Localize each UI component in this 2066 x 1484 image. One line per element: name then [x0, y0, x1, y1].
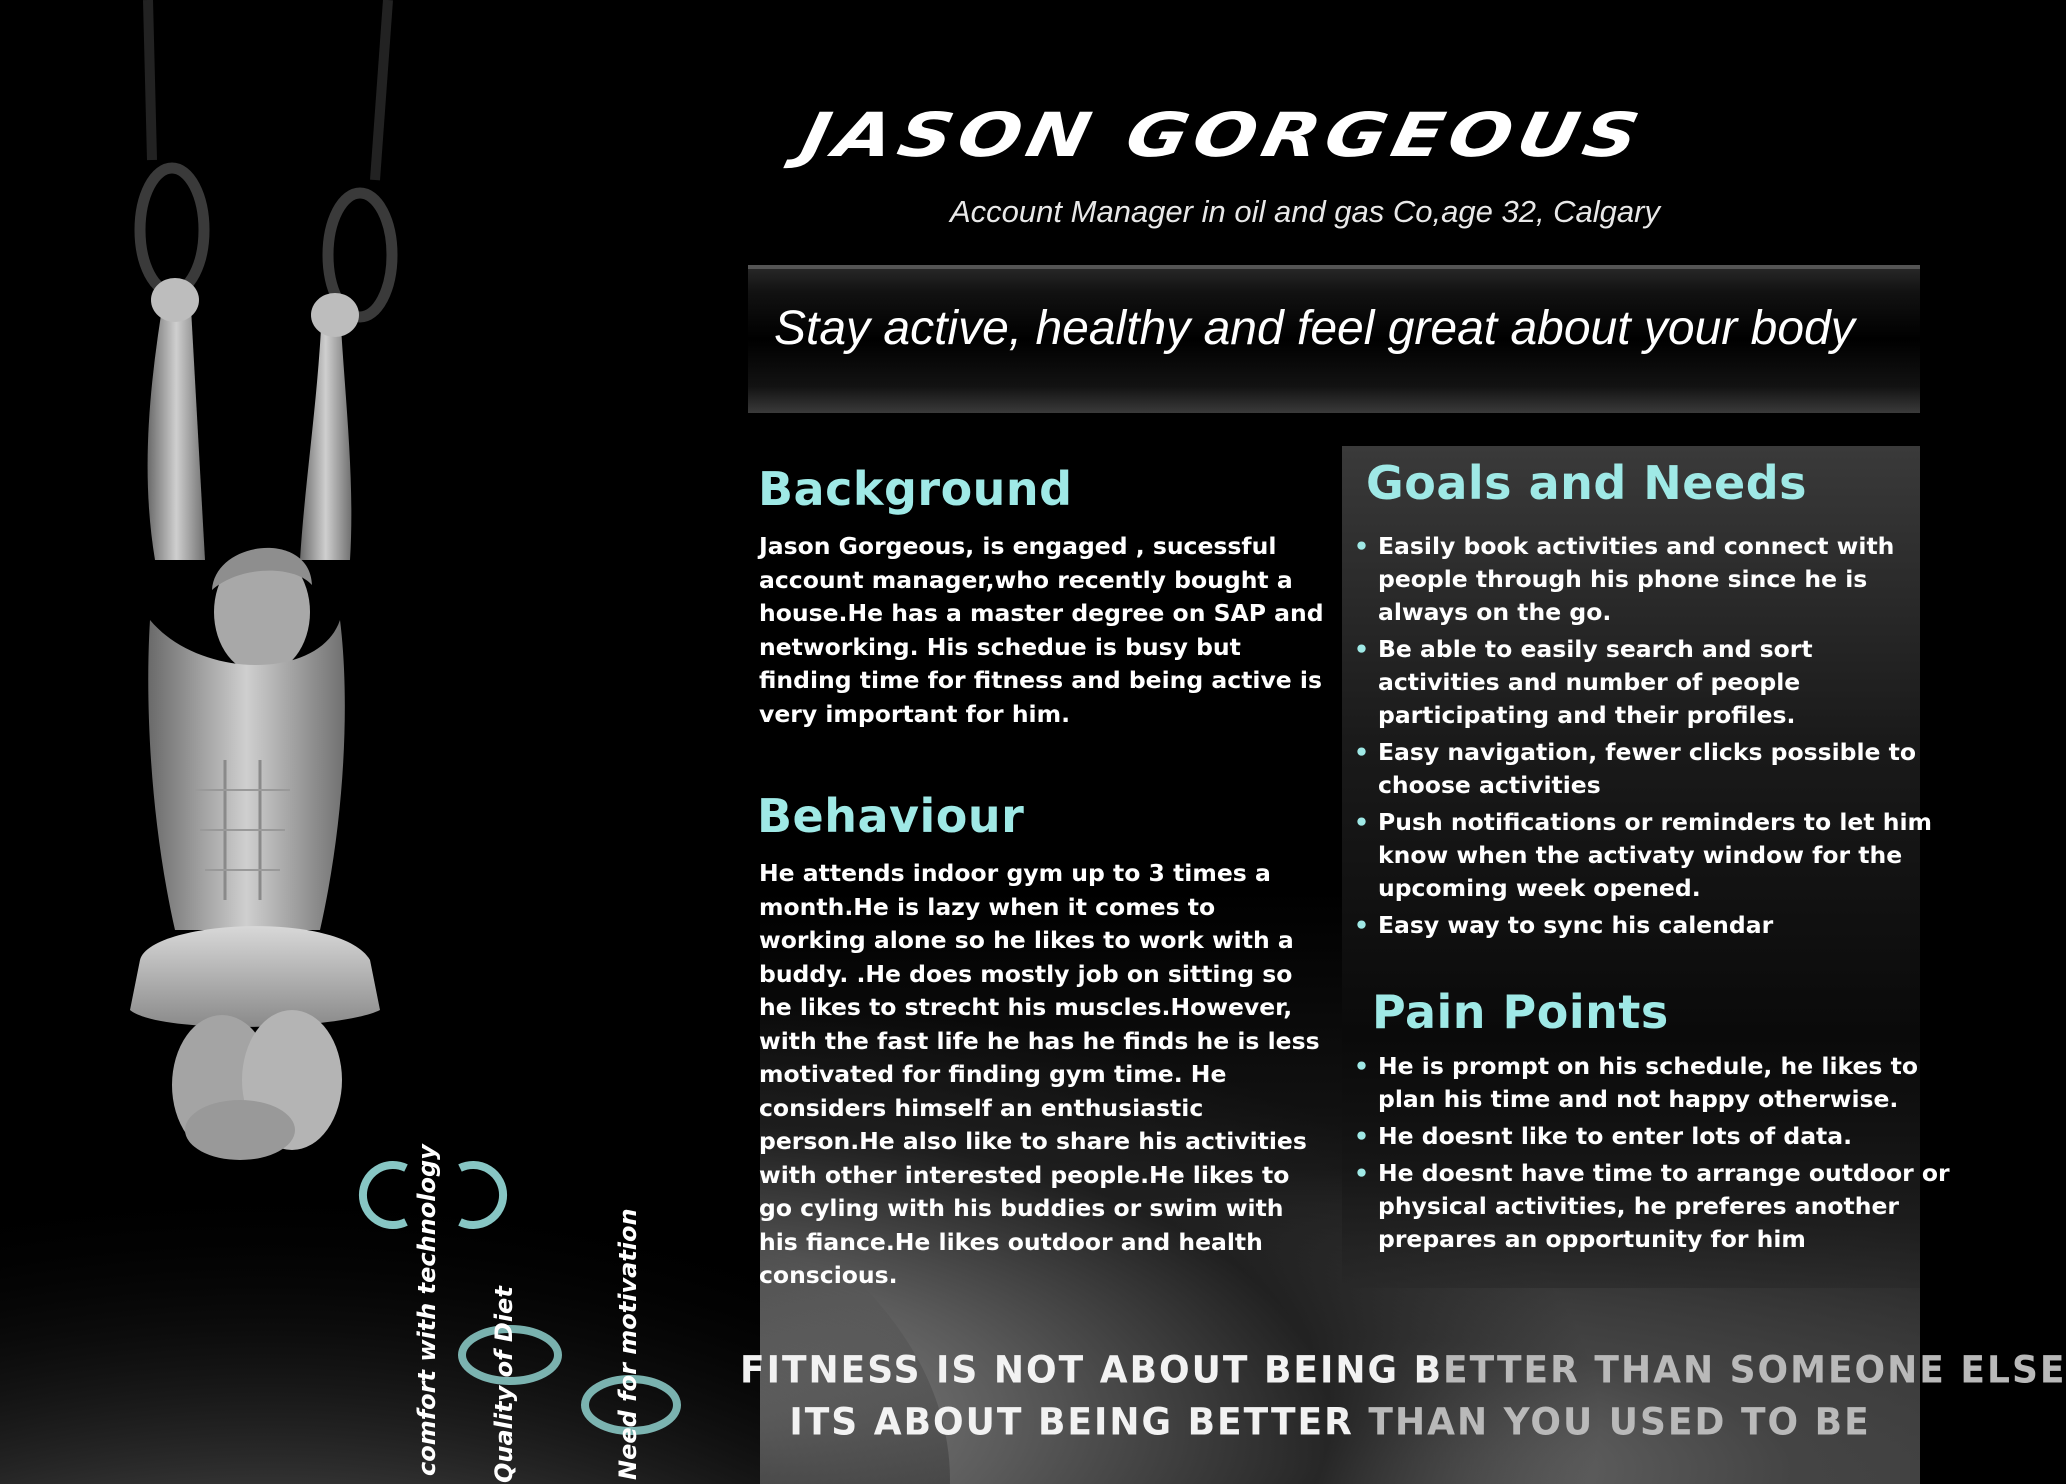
goal-line: people through his phone since he is: [1378, 565, 1868, 593]
goal-line: always on the go.: [1378, 598, 1612, 626]
pain-point-item: [1354, 1120, 1950, 1153]
behaviour-line: with the fast life he has he finds he is less: [759, 1026, 1320, 1055]
behaviour-line: considers himself an enthusiastic: [759, 1093, 1204, 1122]
behaviour-text: [759, 857, 1320, 1293]
pain-point-line: prepares an opportunity for him: [1378, 1225, 1806, 1253]
background-heading: Background: [758, 462, 1073, 516]
trait-label-technology: comfort with technology: [413, 1144, 441, 1476]
pain-point-item: [1354, 1050, 1950, 1116]
goal-item: [1354, 909, 1932, 942]
behaviour-line: buddy. .He does mostly job on sitting so: [759, 959, 1293, 988]
quote-line-2-dim: THAN YOU USED TO BE: [1368, 1400, 1871, 1445]
goal-line: • Push notifications or reminders to let him: [1378, 808, 1933, 836]
athlete-photo: [0, 0, 760, 1484]
background-text: [759, 530, 1324, 731]
goals-heading: Goals and Needs: [1366, 456, 1807, 510]
persona-subtitle: Account Manager in oil and gas Co,age 32, Calgary: [950, 194, 1660, 229]
tagline-band: [748, 265, 1920, 413]
behaviour-line: person.He also like to share his activities: [759, 1127, 1307, 1155]
behaviour-line: He attends indoor gym up to 3 times a: [759, 859, 1271, 887]
quote-line-2-bright: ITS ABOUT BEING BETTER: [789, 1400, 1369, 1445]
goal-line: choose activities: [1378, 771, 1601, 799]
pain-point-line: • He is prompt on his schedule, he likes to: [1378, 1052, 1918, 1080]
goal-item: [1354, 806, 1932, 905]
behaviour-line: motivated for finding gym time. He: [759, 1060, 1227, 1088]
background-line: Jason Gorgeous, is engaged , sucessful: [759, 532, 1277, 560]
background-line: networking. His schedue is busy but: [759, 632, 1241, 661]
pain-point-item: [1354, 1157, 1950, 1256]
trait-label-motivation: Need for motivation: [614, 1208, 642, 1480]
behaviour-line: his fiance.He likes outdoor and health: [759, 1227, 1263, 1256]
pain-point-line: plan his time and not happy otherwise.: [1378, 1085, 1899, 1113]
quote-line-1-bright: FITNESS IS NOT ABOUT BEING B: [740, 1348, 1444, 1393]
goal-line: • Easily book activities and connect with: [1378, 532, 1895, 560]
goal-line: • Be able to easily search and sort: [1378, 635, 1813, 663]
quote-line-1-dim: ETTER THAN SOMEONE ELSE: [1443, 1348, 2066, 1393]
quote-line-1: [740, 1348, 2066, 1393]
behaviour-line: working alone so he likes to work with a: [759, 926, 1294, 954]
pain-points-heading: Pain Points: [1372, 985, 1669, 1039]
behaviour-heading: Behaviour: [757, 789, 1025, 843]
goal-line: participating and their profiles.: [1378, 701, 1796, 729]
pain-points-list: [1354, 1050, 1950, 1260]
goal-item: [1354, 736, 1932, 802]
goal-item: [1354, 633, 1932, 732]
goal-line: • Easy way to sync his calendar: [1378, 911, 1774, 939]
behaviour-line: go cyling with his buddies or swim with: [759, 1194, 1284, 1222]
trait-label-diet: Quality of Diet: [490, 1286, 518, 1483]
behaviour-line: with other interested people.He likes to: [759, 1160, 1290, 1189]
persona-name: JASON GORGEOUS: [795, 100, 1651, 171]
behaviour-line: month.He is lazy when it comes to: [759, 892, 1216, 921]
quote-line-2: [740, 1401, 1920, 1444]
background-line: finding time for fitness and being active is: [759, 666, 1322, 694]
goal-line: activities and number of people: [1378, 668, 1801, 696]
background-line: account manager,who recently bought a: [759, 565, 1293, 594]
goals-list: [1354, 530, 1932, 946]
behaviour-line: he likes to strecht his muscles.However,: [759, 993, 1293, 1021]
goal-item: [1354, 530, 1932, 629]
pain-point-line: physical activities, he preferes another: [1378, 1192, 1899, 1220]
background-line: very important for him.: [759, 699, 1071, 728]
behaviour-line: conscious.: [759, 1261, 898, 1289]
goal-line: • Easy navigation, fewer clicks possible to: [1378, 738, 1917, 766]
pain-point-line: • He doesnt have time to arrange outdoor or: [1378, 1159, 1950, 1187]
pain-point-line: • He doesnt like to enter lots of data.: [1378, 1122, 1853, 1150]
goal-line: upcoming week opened.: [1378, 874, 1701, 902]
tagline: Stay active, healthy and feel great about your body: [774, 302, 1855, 355]
goal-line: know when the activaty window for the: [1378, 841, 1903, 869]
background-line: house.He has a master degree on SAP and: [759, 599, 1324, 627]
